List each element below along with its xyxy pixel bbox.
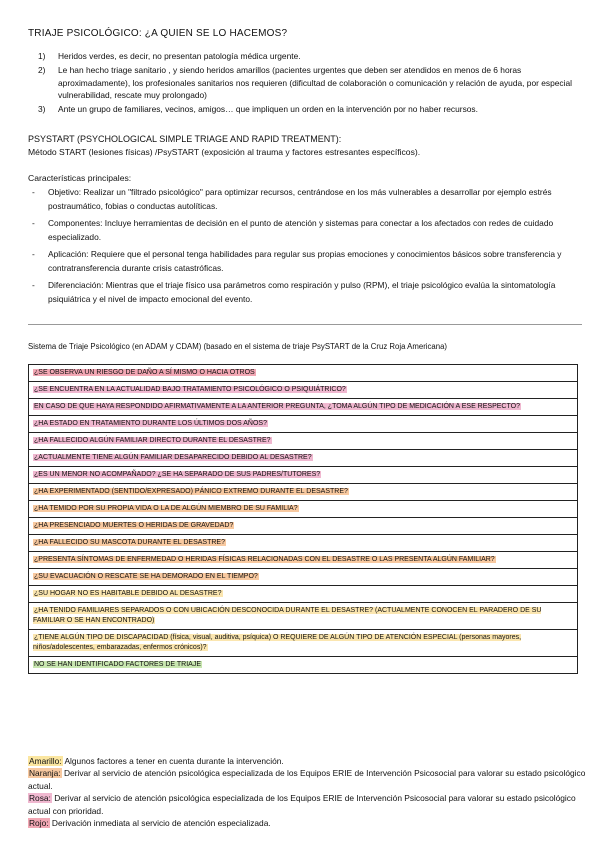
question-text: ¿HA ESTADO EN TRATAMIENTO DURANTE LOS ÚLTIMOS DOS AÑOS? (34, 420, 267, 427)
page-title: TRIAJE PSICOLÓGICO: ¿A QUIEN SE LO HACEMOS? (28, 28, 288, 39)
question-text: ¿SE OBSERVA UN RIESGO DE DAÑO A SÍ MISMO O HACIA OTROS (34, 369, 255, 376)
question-row (29, 399, 577, 416)
triage-item (28, 50, 588, 62)
item-number: 2) (38, 65, 46, 76)
question-text: ¿HA FALLECIDO ALGÚN FAMILIAR DIRECTO DURANTE EL DESASTRE? (34, 437, 271, 444)
characteristic-item (28, 217, 588, 244)
section-divider (28, 324, 582, 325)
legend-entry (28, 767, 588, 792)
question-text: ¿TIENE ALGÚN TIPO DE DISCAPACIDAD (física, visual, auditiva, psíquica) O REQUIERE DE ALGÚN TIPO DE ATENCIÓN ESPECIAL (personas mayores, niños/adolescentes, embarazadas, enfermos crónicos)? (33, 634, 522, 651)
bullet-dash: - (32, 280, 35, 290)
characteristics-heading: Características principales: (28, 173, 132, 183)
legend-entry (28, 792, 588, 817)
triage-questions-table (28, 364, 578, 674)
psystart-method: Método START (lesiones físicas) /PsySTART (exposición al trauma y factores estresantes específicos). (28, 147, 421, 157)
legend-text: Derivación inmediata al servicio de atención especializada. (49, 818, 271, 829)
triage-item (28, 64, 588, 101)
legend-text: Algunos factores a tener en cuenta durante la intervención. (62, 756, 284, 766)
question-row (29, 630, 577, 657)
legend-label: Amarillo: (29, 756, 62, 766)
question-text: ¿HA PRESENCIADO MUERTES O HERIDAS DE GRAVEDAD? (34, 522, 234, 529)
question-text: ¿SU EVACUACIÓN O RESCATE SE HA DEMORADO EN EL TIEMPO? (34, 573, 258, 580)
triage-list (28, 50, 588, 117)
question-text: ¿HA FALLECIDO SU MASCOTA DURANTE EL DESASTRE? (34, 539, 225, 546)
question-row (29, 484, 577, 501)
question-text: ¿HA TEMIDO POR SU PROPIA VIDA O LA DE ALGÚN MIEMBRO DE SU FAMILIA? (34, 505, 298, 512)
question-text: NO SE HAN IDENTIFICADO FACTORES DE TRIAJE (34, 661, 201, 668)
question-text: ¿SU HOGAR NO ES HABITABLE DEBIDO AL DESASTRE? (34, 590, 222, 597)
item-text: Ante un grupo de familiares, vecinos, amigos… que impliquen un orden en la intervención por no haber recursos. (58, 104, 478, 115)
characteristic-item (28, 186, 588, 213)
question-row (29, 552, 577, 569)
question-row (29, 518, 577, 535)
color-legend (28, 755, 588, 829)
question-row (29, 535, 577, 552)
system-heading: Sistema de Triaje Psicológico (en ADAM y CDAM) (basado en el sistema de triaje PsySTART de la Cruz Roja Americana) (28, 342, 448, 351)
item-text: Le han hecho triage sanitario , y siendo heridos amarillos (pacientes urgentes que deben ser atendidos en menos de 6 horas aproximadamente), los profesionales sanitarios nos requieren (dificultad de colaboración o comunicación y relación de ayuda, por especial vulnerabilidad, rescate muy prolongado) (58, 65, 572, 100)
question-row (29, 603, 577, 630)
legend-entry (28, 817, 588, 829)
item-text: Heridos verdes, es decir, no presentan patología médica urgente. (58, 51, 301, 61)
question-row (29, 416, 577, 433)
question-text: ¿SE ENCUENTRA EN LA ACTUALIDAD BAJO TRATAMIENTO PSICOLÓGICO O PSIQUIÁTRICO? (34, 386, 346, 393)
legend-text: Derivar al servicio de atención psicológica especializada de los Equipos ERIE de Intervención Psicosocial para valorar su estado psicológico actual con prioridad. (28, 793, 576, 816)
question-row (29, 657, 577, 674)
characteristic-text: Aplicación: Requiere que el personal tenga habilidades para regular sus propias emociones y conocimientos básicos sobre transferencia y contratransferencia durante crisis catastróficas. (48, 249, 562, 273)
triage-item (28, 103, 588, 115)
question-row (29, 467, 577, 484)
question-text: ¿ES UN MENOR NO ACOMPAÑADO? ¿SE HA SEPARADO DE SUS PADRES/TUTORES? (34, 471, 321, 478)
question-text: ¿PRESENTA SÍNTOMAS DE ENFERMEDAD O HERIDAS FÍSICAS RELACIONADAS CON EL DESASTRE O LAS PRESENTA ALGÚN FAMILIAR? (34, 556, 495, 563)
question-row (29, 501, 577, 518)
question-row (29, 569, 577, 586)
characteristic-item (28, 248, 588, 275)
item-number: 3) (38, 104, 46, 115)
legend-text: Derivar al servicio de atención psicológica especializada de los Equipos ERIE de Intervención Psicosocial para valorar su estado psicológico actual. (28, 768, 586, 791)
question-text: ¿HA EXPERIMENTADO (SENTIDO/EXPRESADO) PÁNICO EXTREMO DURANTE EL DESASTRE? (34, 488, 348, 495)
bullet-dash: - (32, 218, 35, 228)
psystart-heading: PSYSTART (PSYCHOLOGICAL SIMPLE TRIAGE AND RAPID TREATMENT): (28, 134, 342, 144)
legend-label: Rosa: (29, 793, 51, 804)
question-row (29, 433, 577, 450)
question-row (29, 365, 577, 382)
legend-entry (28, 755, 588, 767)
question-row (29, 586, 577, 603)
legend-label: Rojo: (29, 818, 49, 829)
characteristic-text: Objetivo: Realizar un "filtrado psicológico" para optimizar recursos, centrándose en los más vulnerables a desarrollar por ejemplo estrés postraumático, fobias o conductas autolíticas. (48, 187, 552, 211)
characteristics-list (28, 186, 588, 310)
question-text: ¿ACTUALMENTE TIENE ALGÚN FAMILIAR DESAPARECIDO DEBIDO AL DESASTRE? (34, 454, 312, 461)
bullet-dash: - (32, 249, 35, 259)
characteristic-item (28, 279, 588, 306)
question-row (29, 382, 577, 399)
characteristic-text: Componentes: Incluye herramientas de decisión en el punto de atención y sistemas para conectar a los afectados con redes de cuidado especializado. (48, 218, 554, 242)
item-number: 1) (38, 51, 46, 61)
question-text: ¿HA TENIDO FAMILIARES SEPARADOS O CON UBICACIÓN DESCONOCIDA DURANTE EL DESASTRE? (ACTUALMENTE CONOCEN EL PARADERO DE SU FAMILIAR O SE HAN ENCONTRADO) (33, 607, 542, 624)
question-row (29, 450, 577, 467)
bullet-dash: - (32, 187, 35, 197)
legend-label: Naranja: (29, 768, 61, 779)
characteristic-text: Diferenciación: Mientras que el triaje físico usa parámetros como respiración y pulso (RPM), el triaje psicológico evalúa la sintomatología psiquiátrica y el nivel de impacto emocional del evento. (48, 280, 556, 304)
question-text: EN CASO DE QUE HAYA RESPONDIDO AFIRMATIVAMENTE A LA ANTERIOR PREGUNTA, ¿TOMA ALGÚN TIPO DE MEDICACIÓN A ESE RESPECTO? (34, 403, 520, 410)
